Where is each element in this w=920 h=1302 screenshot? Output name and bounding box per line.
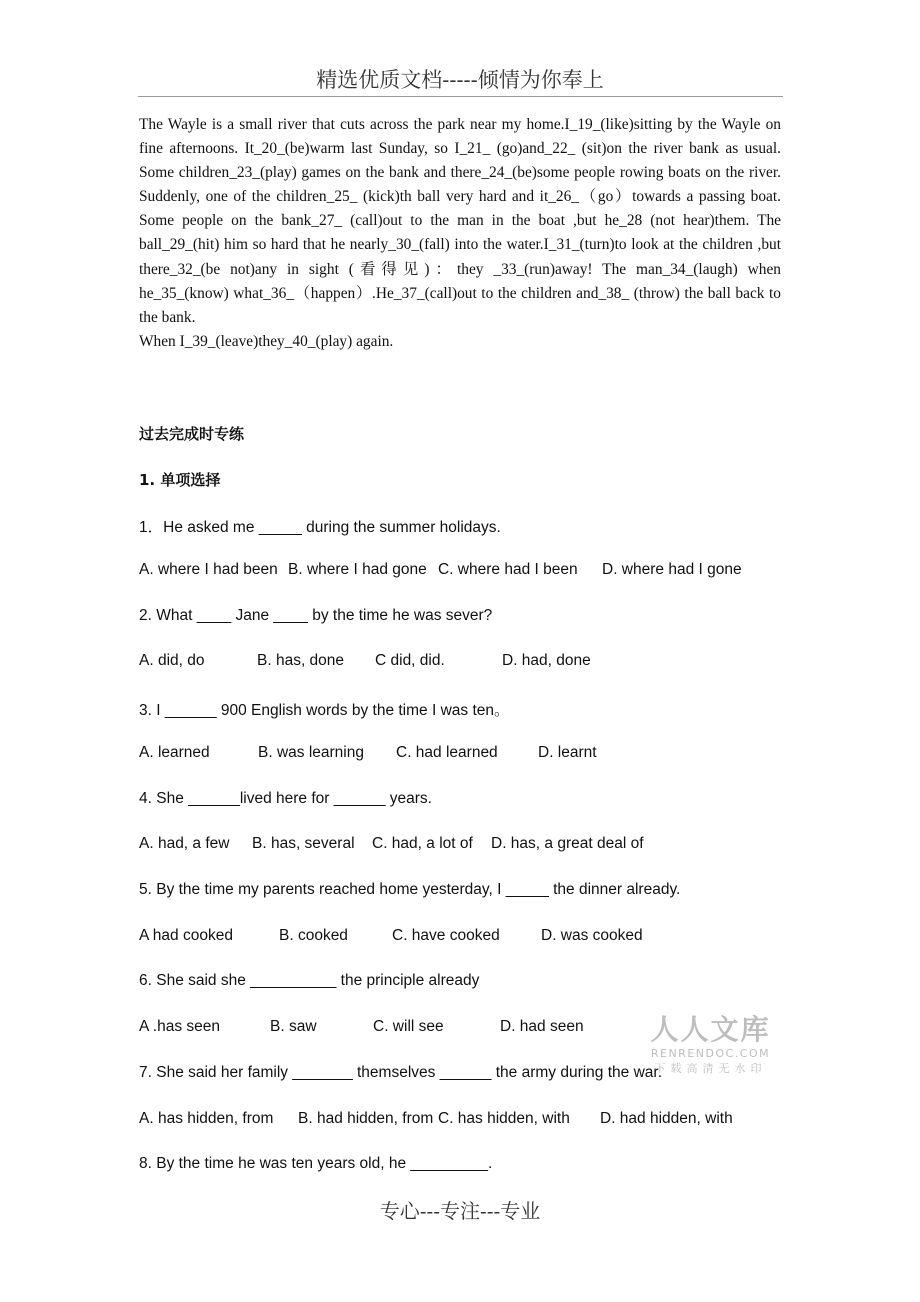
option-c: C. had learned [396,744,498,761]
option-d: D. had, done [502,652,591,669]
option-c: C. where had I been [438,561,578,578]
option-b: B. has, several [252,835,355,852]
option-c: C. has hidden, with [438,1110,570,1127]
section-subtitle: 1. 单项选择 [139,471,221,489]
question-stem: 3. I ______ 900 English words by the time I was ten。 [139,702,510,719]
watermark-tagline: 下载高清无水印 [654,1062,767,1075]
option-c: C. have cooked [392,927,500,944]
option-d: D. had hidden, with [600,1110,733,1127]
question-stem: 6. She said she __________ the principle already [139,972,480,989]
watermark-url: RENRENDOC.COM [650,1047,771,1060]
option-d: D. learnt [538,744,597,761]
option-a: A. had, a few [139,835,230,852]
watermark-brand: 人人文库 [650,1013,771,1046]
question-stem: 8. By the time he was ten years old, he _________. [139,1155,493,1172]
option-b: B. had hidden, from [298,1110,434,1127]
option-b: B. cooked [279,927,348,944]
page-footer: 专心---专注---专业 [379,1199,541,1223]
option-a: A .has seen [139,1018,221,1035]
passage-paragraph: The Wayle is a small river that cuts across the park near my home.I_19_(like)sitting by the Wayle on fine afternoons. It_20_(be)warm last Sunday, so I_21_ (go)and_22_ (sit)on the river bank as usual. Some children_23_(play) games on the bank and there_24_(be)some people rowing boats on the river. Suddenly, one of the children_25_ (kick)th ball very hard and it_26_（go）towards a passing boat. Some people on the bank_27_ (call)out to the man in the boat ,but he_28 (not hear)them. The ball_29_(hit) him so hard that he nearly_30_(fall) into the water.I_31_(turn)to look at the children ,but there_32_(be not)any in sight (看得见)：they _33_(run)away! The man_34_(laugh) when he_35_(know) what_36_（happen）.He_37_(call)out to the children and_38_ (throw) the ball back to the bank. [139,116,781,326]
page-header-title: 精选优质文档-----倾情为你奉上 [316,68,604,92]
option-c: C did, did. [375,652,445,669]
question-stem: 1．He asked me _____ during the summer holidays. [139,519,501,536]
header-divider [138,96,783,97]
section-title: 过去完成时专练 [139,425,245,443]
option-c: C. had, a lot of [372,835,473,852]
option-b: B. saw [270,1018,317,1035]
option-d: D. was cooked [541,927,643,944]
question-stem: 7. She said her family _______ themselves ______ the army during the war. [139,1064,663,1081]
question-stem: 5. By the time my parents reached home yesterday, I _____ the dinner already. [139,881,681,898]
option-a: A. has hidden, from [139,1110,274,1127]
option-d: D. had seen [500,1018,584,1035]
option-b: B. has, done [257,652,345,669]
option-a: A. did, do [139,652,205,669]
passage-paragraph: When I_39_(leave)they_40_(play) again. [139,332,394,350]
option-b: B. was learning [258,744,364,761]
reading-passage [139,113,781,354]
option-b: B. where I had gone [288,561,427,578]
watermark-logo [648,1013,773,1077]
option-c: C. will see [373,1018,444,1035]
option-a: A. where I had been [139,561,278,578]
question-stem: 2. What ____ Jane ____ by the time he was sever? [139,607,493,624]
option-d: D. where had I gone [602,561,742,578]
option-d: D. has, a great deal of [491,835,644,852]
option-a: A had cooked [139,927,233,944]
question-stem: 4. She ______lived here for ______ years. [139,790,432,807]
option-a: A. learned [139,744,210,761]
